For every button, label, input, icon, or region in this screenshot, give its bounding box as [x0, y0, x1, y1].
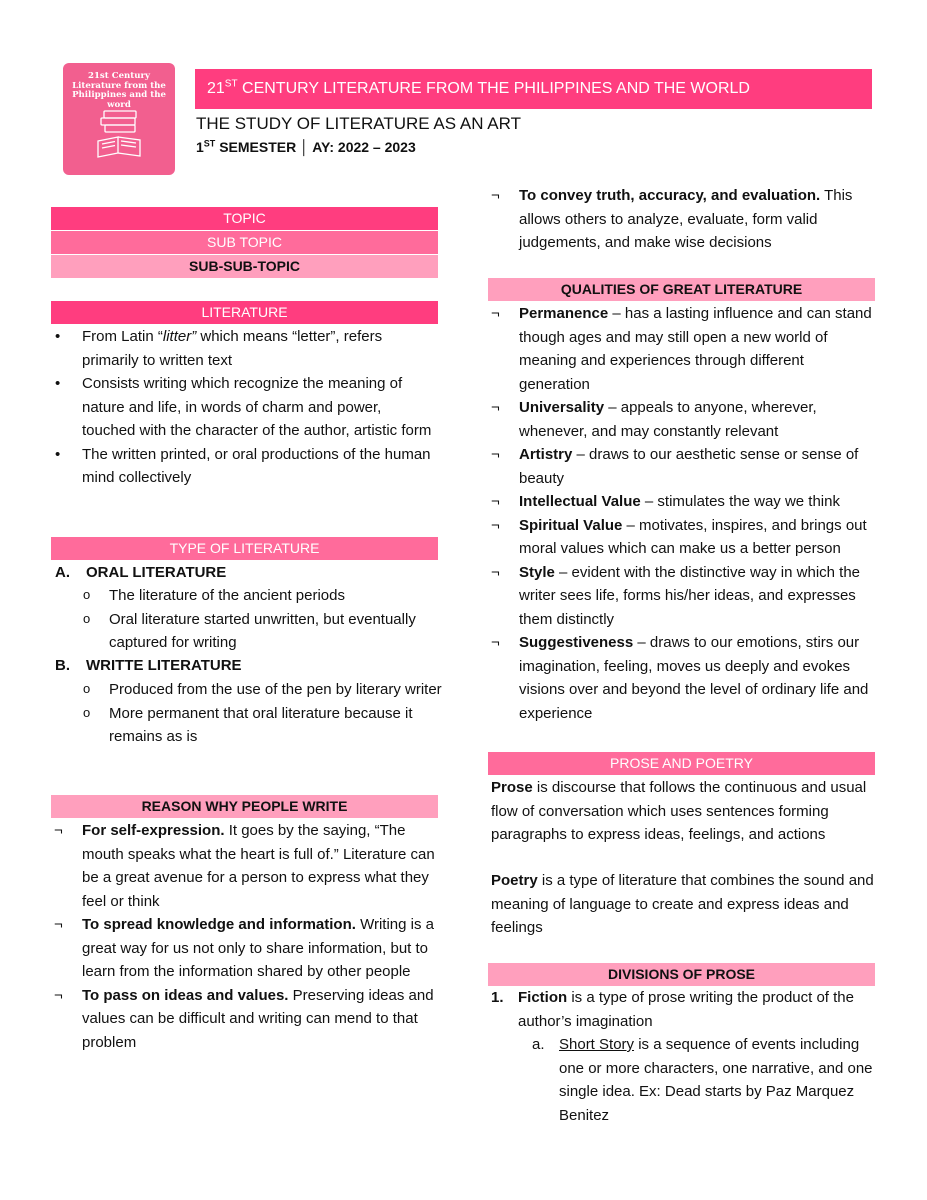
books-icon [90, 107, 148, 163]
section-heading-type-of-literature: TYPE OF LITERATURE [51, 537, 438, 560]
lesson-title: THE STUDY OF LITERATURE AS AN ART [196, 114, 521, 133]
short-story-text: is a sequence of events including one or more characters, one narrative, and one single idea. Ex: Dead starts by Paz Marquez Benitez [559, 1036, 873, 1124]
prose-definition: Prose is discourse that follows the continuous and usual flow of conversation which uses sentences forming paragraphs to express ideas, feelings, and actions [491, 779, 867, 843]
list-item: o Produced from the use of the pen by literary writer [82, 678, 442, 702]
list-item: o More permanent that oral literature because it remains as is [82, 702, 442, 749]
list-item: ¬ To spread knowledge and information. Writing is a great way for us not only to share information, but to learn from the information shared by other people [51, 913, 438, 984]
semester-text: SEMESTER │ AY: 2022 – 2023 [215, 139, 416, 155]
course-title-number: 21 [207, 80, 225, 97]
reasons-list [51, 819, 438, 1054]
list-item: ¬ To convey truth, accuracy, and evaluation. This allows others to analyze, evaluate, form valid judgements, and make wise decisions [488, 184, 875, 255]
list-item: ¬ Style – evident with the distinctive way in which the writer sees life, forms his/her ideas, and expresses them distinctly [488, 561, 875, 632]
section-heading-divisions-of-prose: DIVISIONS OF PROSE [488, 963, 875, 986]
section-heading-literature: LITERATURE [51, 301, 438, 324]
list-item: • Consists writing which recognize the meaning of nature and life, in words of charm and power, touched with the character of the author, artistic form [51, 372, 438, 443]
course-title-sup: ST [224, 78, 238, 90]
written-literature-list [82, 678, 442, 749]
fiction-term: Fiction [518, 989, 568, 1006]
list-item: ¬ Spiritual Value – motivates, inspires, and brings out moral values which can make us a better person [488, 514, 875, 561]
list-item: ¬ To pass on ideas and values. Preserving ideas and values can be difficult and writing can mend to that problem [51, 984, 438, 1055]
fiction-marker: 1. [491, 989, 504, 1006]
list-item: ¬ Intellectual Value – stimulates the way we think [488, 490, 875, 514]
list-item: ¬ Universality – appeals to anyone, wherever, whenever, and may constantly relevant [488, 396, 875, 443]
short-story-term: Short Story [559, 1036, 635, 1053]
semester-number: 1 [196, 139, 204, 155]
fiction-text: is a type of prose writing the product of the author’s imagination [518, 989, 854, 1030]
list-item: • From Latin “litter” which means “letter”, refers primarily to written text [51, 325, 438, 372]
semester-sup: ST [203, 138, 216, 149]
fiction-item [491, 986, 875, 1033]
list-item: ¬ Artistry – draws to our aesthetic sense or sense of beauty [488, 443, 875, 490]
logo-title: 21st Century Literature from the Philippines and the word [72, 71, 166, 110]
oral-literature-list [82, 584, 442, 655]
list-item: ¬ Permanence – has a lasting influence and can stand though ages and may still open a new world of meaning and experiences through different generation [488, 302, 875, 396]
short-story-item [532, 1033, 875, 1127]
section-heading-reasons: REASON WHY PEOPLE WRITE [51, 795, 438, 818]
list-item: ¬ For self-expression. It goes by the saying, “The mouth speaks what the heart is full of.” Literature can be a great avenue for a person to express what they feel or think [51, 819, 438, 913]
literature-list [51, 325, 438, 490]
written-literature-heading: B. WRITTE LITERATURE [55, 657, 242, 674]
course-title-bar [195, 69, 872, 109]
oral-literature-heading: A. ORAL LITERATURE [55, 564, 227, 581]
section-heading-qualities: QUALITIES OF GREAT LITERATURE [488, 278, 875, 301]
course-logo [63, 63, 175, 175]
qualities-list [488, 302, 875, 725]
list-item: ¬ Suggestiveness – draws to our emotions, stirs our imagination, feeling, moves us deeply and evokes visions over and beyond the level of ordinary life and experience [488, 631, 875, 725]
legend-sub-sub-topic: SUB-SUB-TOPIC [51, 255, 438, 278]
short-story-marker: a. [532, 1036, 545, 1053]
poetry-definition: Poetry is a type of literature that combines the sound and meaning of language to create and express ideas and feelings [491, 872, 874, 936]
list-item: o Oral literature started unwritten, but eventually captured for writing [82, 608, 442, 655]
section-heading-prose-and-poetry: PROSE AND POETRY [488, 752, 875, 775]
course-title-text: CENTURY LITERATURE FROM THE PHILIPPINES AND THE WORLD [237, 80, 750, 97]
list-item: o The literature of the ancient periods [82, 584, 442, 608]
legend-sub-topic: SUB TOPIC [51, 231, 438, 254]
semester-line [196, 136, 416, 158]
legend-topic: TOPIC [51, 207, 438, 230]
reasons-list-continued [488, 184, 875, 255]
list-item: • The written printed, or oral productions of the human mind collectively [51, 443, 438, 490]
